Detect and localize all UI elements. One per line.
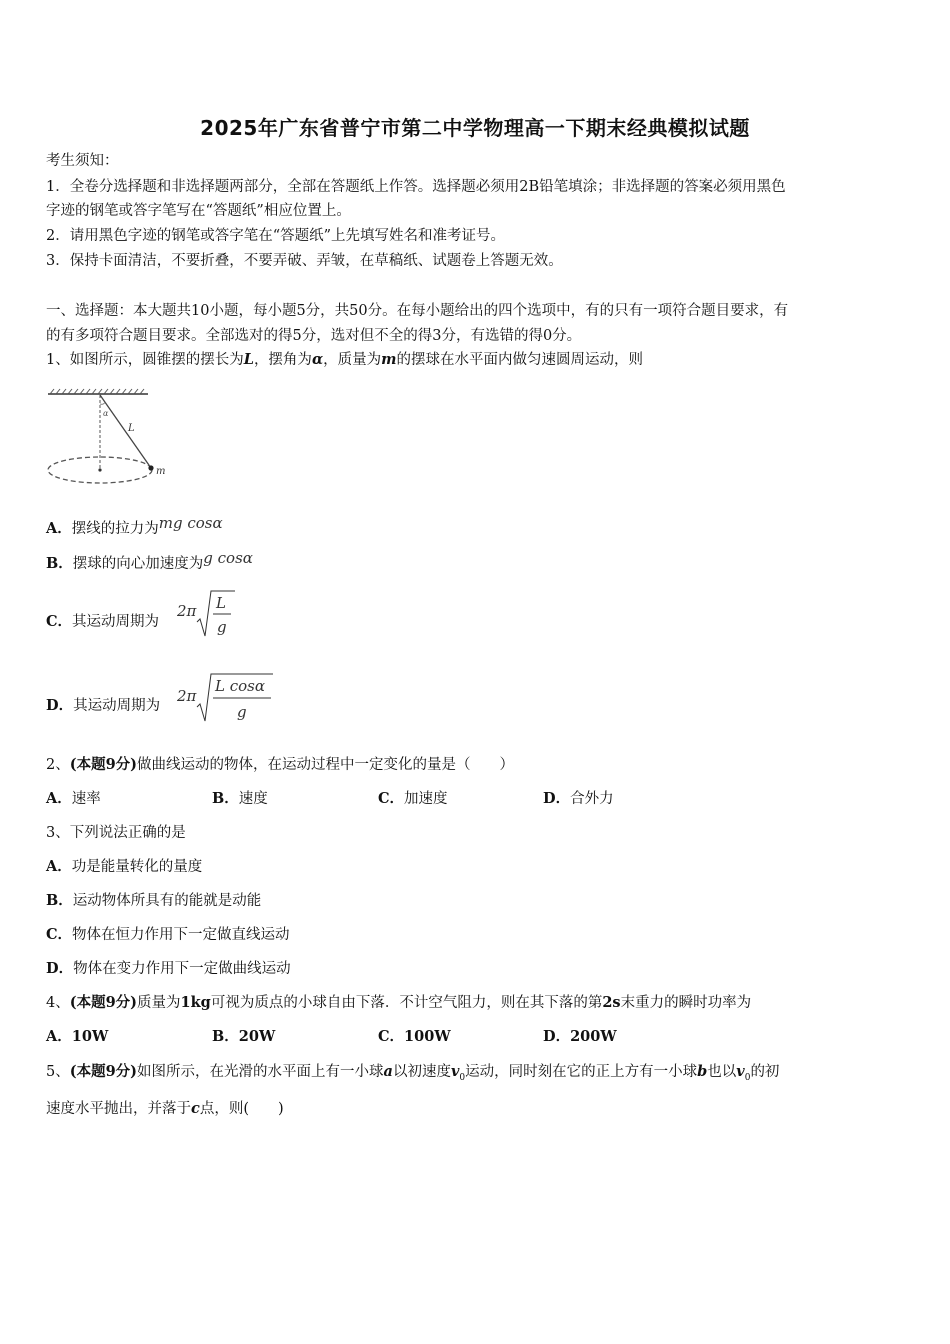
notice-item-3: 3．保持卡面清洁，不要折叠，不要弄破、弄皱，在草稿纸、试题卷上答题无效。	[46, 253, 563, 269]
q2-option-d[interactable]: D．合外力	[543, 790, 614, 807]
q1-option-d-formula	[175, 669, 285, 727]
page-title: 2025年广东省普宁市第二中学物理高一下期末经典模拟试题	[200, 116, 750, 140]
label-mass: m	[156, 466, 166, 477]
question-5-stem-line-2: 速度水平抛出，并落于c点，则( )	[46, 1100, 284, 1117]
notice-item-2: 2．请用黑色字迹的钢笔或答字笔在“答题纸”上先填写姓名和准考证号。	[46, 228, 506, 244]
notice-item-1-line-2: 字迹的钢笔或答字笔写在“答题纸”相应位置上。	[46, 203, 351, 219]
q2-option-b[interactable]: B．速度	[212, 790, 268, 807]
svg-text:g: g	[217, 618, 227, 636]
q2-option-c[interactable]: C．加速度	[378, 790, 448, 807]
q4-option-b[interactable]: B．20W	[212, 1028, 276, 1045]
notice-item-1-line-1: 1．全卷分选择题和非选择题两部分，全部在答题纸上作答。选择题必须用2B铅笔填涂；非选择题的答案必须用黑色	[46, 179, 786, 195]
q4-option-a[interactable]: A．10W	[46, 1028, 109, 1045]
q1-option-c-formula	[175, 586, 245, 642]
q1-option-c[interactable]: C．其运动周期为	[46, 613, 160, 630]
question-4-stem: 4、(本题9分)质量为1kg可视为质点的小球自由下落．不计空气阻力，则在其下落的第2s末重力的瞬时功率为	[46, 994, 752, 1011]
q3-option-c[interactable]: C．物体在恒力作用下一定做直线运动	[46, 926, 290, 943]
svg-text:L: L	[216, 594, 226, 612]
label-alpha: α	[103, 409, 109, 418]
angle-arc	[100, 402, 105, 404]
notice-heading: 考生须知：	[46, 153, 119, 169]
svg-text:g: g	[237, 703, 247, 721]
pendulum-bob	[148, 465, 153, 470]
circle-center	[98, 468, 101, 471]
q3-option-a[interactable]: A．功是能量转化的量度	[46, 858, 203, 875]
svg-text:L cosα: L cosα	[215, 677, 265, 695]
question-3-stem: 3、下列说法正确的是	[46, 825, 186, 841]
q1-option-b[interactable]: B．摆球的向心加速度为g cosα	[46, 549, 253, 572]
q3-option-d[interactable]: D．物体在变力作用下一定做曲线运动	[46, 960, 291, 977]
svg-text:2π: 2π	[177, 687, 197, 705]
q2-option-a[interactable]: A．速率	[46, 790, 101, 807]
q1-option-a[interactable]: A．摆线的拉力为mg cosα	[46, 514, 223, 537]
q4-option-d[interactable]: D．200W	[543, 1028, 617, 1045]
q1-option-d[interactable]: D．其运动周期为	[46, 697, 161, 714]
pendulum-string	[100, 395, 151, 468]
section-heading-line-2: 的有多项符合题目要求。全部选对的得5分，选对但不全的得3分，有选错的得0分。	[46, 328, 582, 344]
question-2-stem: 2、(本题9分)做曲线运动的物体，在运动过程中一定变化的量是（ ）	[46, 756, 515, 773]
question-1-stem: 1、如图所示，圆锥摆的摆长为L，摆角为α，质量为m的摆球在水平面内做匀速圆周运动，则	[46, 351, 643, 368]
q4-option-c[interactable]: C．100W	[378, 1028, 451, 1045]
svg-text:2π: 2π	[177, 602, 197, 620]
question-5-stem-line-1: 5、(本题9分)如图所示，在光滑的水平面上有一小球a以初速度$v_0$运动，同时刻在它的正上方有一小球b也以$v_0$的初	[46, 1063, 780, 1083]
conical-pendulum-figure	[44, 386, 174, 496]
section-heading-line-1: 一、选择题：本大题共10小题，每小题5分，共50分。在每小题给出的四个选项中，有的只有一项符合题目要求，有	[46, 303, 789, 319]
q3-option-b[interactable]: B．运动物体所具有的能就是动能	[46, 892, 262, 909]
label-length: L	[128, 423, 135, 434]
